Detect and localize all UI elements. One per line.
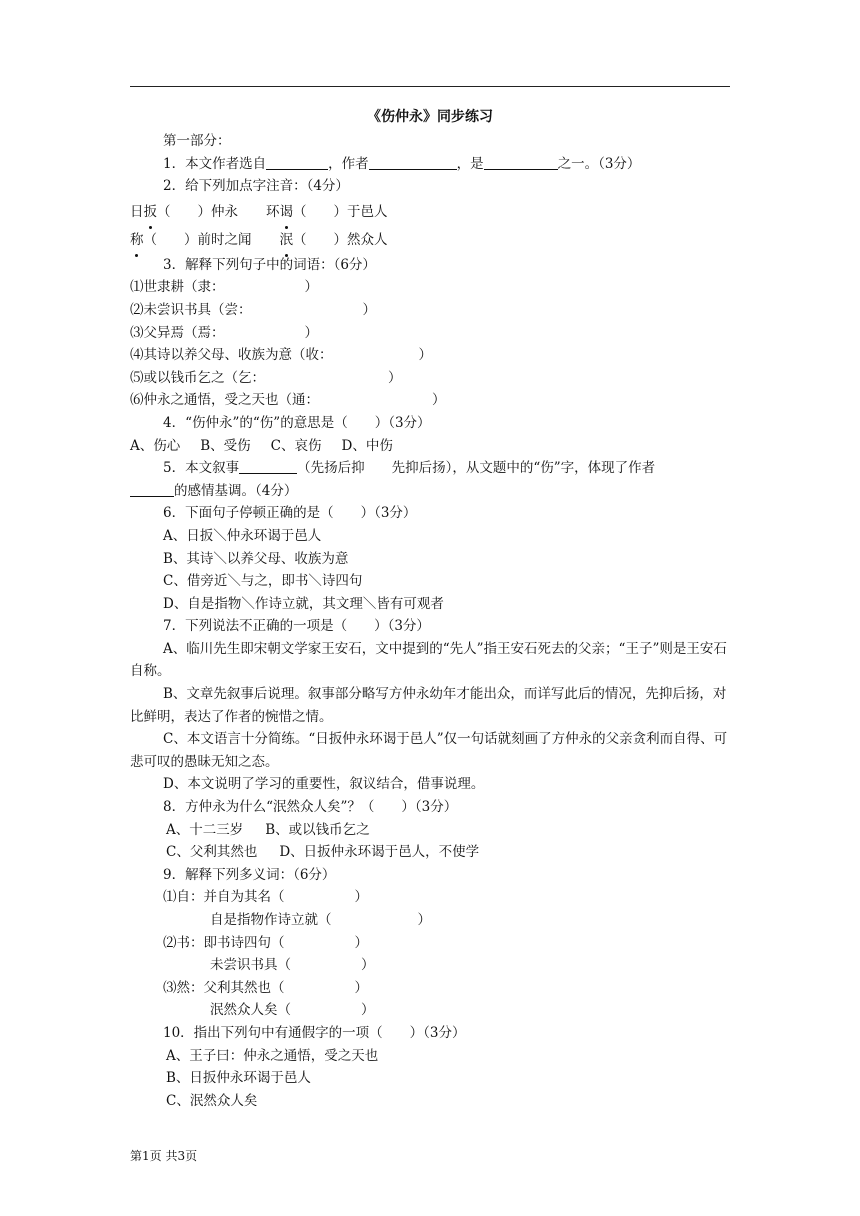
question-3-item: ⑴世隶耕（隶： ） <box>130 279 318 296</box>
question-9-stem: 9．解释下列多义词：（6分） <box>163 866 336 883</box>
option: D、日扳仲永环谒于邑人，不使学 <box>279 844 480 861</box>
option: A、十二三岁 <box>166 821 244 838</box>
question-9-item: ⑴自：并自为其名（ ） <box>163 889 368 906</box>
page-footer: 第1页 共3页 <box>130 1149 198 1163</box>
option: B、或以钱币乞之 <box>265 821 370 838</box>
question-8-options <box>130 819 730 842</box>
answer-blank[interactable] <box>369 155 457 170</box>
option: B、文章先叙事后说理。叙事部分略写方仲永幼年才能出众，而详写此后的情况，先抑后扬，对比鲜明，表达了作者的惋惜之情。 <box>130 686 727 725</box>
option: A、王子曰：仲永之通悟，受之天也 <box>166 1047 379 1064</box>
question-3-item: ⑷其诗以养父母、收族为意（收： ） <box>130 347 432 364</box>
question-4-stem: 4．“伤仲永”的“伤”的意思是（ ）（3分） <box>163 414 431 431</box>
option: B、日扳仲永环谒于邑人 <box>166 1070 311 1087</box>
question-5: 5．本文叙事 （先扬后抑 先抑后扬），从文题中的“伤”字，体现了作者 <box>163 460 656 477</box>
question-8-stem: 8．方仲永为什么“泯然众人矣”？（ ）（3分） <box>163 799 458 816</box>
dotted-char: 泯 <box>280 226 294 254</box>
question-4-options <box>130 435 730 458</box>
option: C、借旁近＼与之，即书＼诗四句 <box>163 573 363 590</box>
question-5-cont: 的感情基调。（4分） <box>130 480 730 503</box>
question-3-item: ⑸或以钱币乞之（乞： ） <box>130 369 402 386</box>
page-title: 《伤仲永》同步练习 <box>367 109 493 125</box>
option: D、自是指物＼作诗立就，其文理＼皆有可观者 <box>163 595 444 612</box>
question-3-stem: 3．解释下列句子中的词语：（6分） <box>163 256 376 273</box>
dotted-char: 称 <box>130 226 144 254</box>
option: C、本文语言十分简练。“日扳仲永环谒于邑人”仅一句话就刻画了方仲永的父亲贪利而自得、可悲可叹的愚昧无知之态。 <box>130 731 728 770</box>
part-heading: 第一部分： <box>163 133 231 149</box>
question-9-item: 未尝识书具（ ） <box>210 957 375 974</box>
option: D、中伤 <box>341 437 393 454</box>
question-9-item: ⑶然：父利其然也（ ） <box>163 979 368 996</box>
question-9-item: 泯然众人矣（ ） <box>210 1002 375 1019</box>
question-3-item: ⑶父异焉（焉： ） <box>130 324 318 341</box>
answer-blank[interactable] <box>130 482 174 497</box>
question-3-item: ⑵未尝识书具（尝： ） <box>130 301 376 318</box>
option: B、其诗＼以养父母、收族为意 <box>163 550 349 567</box>
question-8-options <box>130 841 730 864</box>
question-6-stem: 6．下面句子停顿正确的是（ ）（3分） <box>163 505 417 522</box>
option: A、日扳＼仲永环谒于邑人 <box>163 527 322 544</box>
option: C、泯然众人矣 <box>166 1092 258 1109</box>
question-7-stem: 7．下列说法不正确的一项是（ ）（3分） <box>163 618 430 635</box>
option: C、父利其然也 <box>166 844 258 861</box>
question-2-stem: 2．给下列加点字注音：（4分） <box>163 178 349 195</box>
question-3-item: ⑹仲永之通悟，受之天也（通： ） <box>130 392 446 409</box>
question-10-stem: 10．指出下列句中有通假字的一项（ ）（3分） <box>163 1024 466 1041</box>
header-rule <box>130 86 730 87</box>
question-2-row-1: 日扳（ ）仲永 环谒（ ）于邑人 <box>130 198 730 226</box>
option: A、伤心 <box>130 437 181 454</box>
answer-blank[interactable] <box>484 155 558 170</box>
dotted-char: 谒 <box>280 198 294 226</box>
option: D、本文说明了学习的重要性，叙议结合，借事说理。 <box>163 776 485 793</box>
question-9-item: ⑵书：即书诗四句（ ） <box>163 934 368 951</box>
question-2-row-2: 称（ ）前时之闻 泯（ ）然众人 <box>130 226 730 254</box>
option: C、哀伤 <box>270 437 322 454</box>
answer-blank[interactable] <box>266 155 328 170</box>
answer-blank[interactable] <box>239 459 297 474</box>
question-9-item: 自是指物作诗立就（ ） <box>210 912 431 928</box>
option: B、受伤 <box>200 437 251 454</box>
option: A、临川先生即宋朝文学家王安石，文中提到的“先人”指王安石死去的父亲；“王子”则是王安石自称。 <box>130 640 727 680</box>
question-1: 1．本文作者选自 ，作者 ，是 之一。（3分） <box>163 155 641 172</box>
worksheet <box>130 104 730 1112</box>
dotted-char: 扳 <box>144 198 158 226</box>
